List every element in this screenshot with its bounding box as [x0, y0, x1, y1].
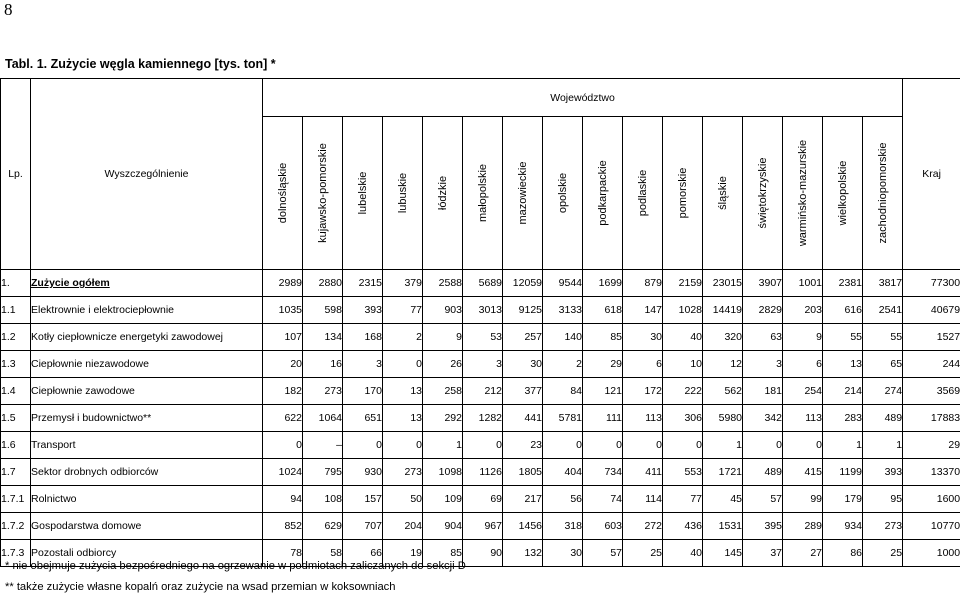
cell-value: 14419 [703, 297, 743, 324]
cell-value: 415 [783, 459, 823, 486]
cell-value: 23015 [703, 270, 743, 297]
cell-value: 86 [823, 540, 863, 567]
header-voivodeship-label: dolnośląskie [276, 162, 289, 224]
table-row [1, 324, 960, 351]
coal-consumption-table [0, 78, 960, 567]
header-voivodeship [303, 117, 343, 270]
cell-value: 0 [383, 351, 423, 378]
header-voivodeship-label: łódzkie [436, 175, 449, 211]
cell-value: 53 [463, 324, 503, 351]
cell-value: 273 [863, 513, 903, 540]
table-row [1, 459, 960, 486]
cell-value: 16 [303, 351, 343, 378]
cell-value: 1035 [263, 297, 303, 324]
cell-value: 20 [263, 351, 303, 378]
cell-kraj-total: 1000 [903, 540, 960, 567]
cell-value: 40 [663, 324, 703, 351]
cell-value: 0 [663, 432, 703, 459]
row-name: Przemysł i budownictwo** [31, 405, 263, 432]
cell-value: 111 [583, 405, 623, 432]
cell-value: 85 [423, 540, 463, 567]
cell-kraj-total: 1527 [903, 324, 960, 351]
cell-value: 95 [863, 486, 903, 513]
cell-value: 74 [583, 486, 623, 513]
header-voivodeship [623, 117, 663, 270]
cell-value: 55 [823, 324, 863, 351]
cell-value: 109 [423, 486, 463, 513]
header-voivodeship-label: zachodniopomorskie [876, 142, 889, 244]
cell-value: 25 [623, 540, 663, 567]
cell-value: 934 [823, 513, 863, 540]
cell-value: 1699 [583, 270, 623, 297]
row-name: Kotły ciepłownicze energetyki zawodowej [31, 324, 263, 351]
cell-value: 257 [503, 324, 543, 351]
header-voivodeship-label: lubuskie [396, 172, 409, 214]
header-voivodeship [783, 117, 823, 270]
header-voivodeship [343, 117, 383, 270]
cell-value: 1064 [303, 405, 343, 432]
cell-value: 272 [623, 513, 663, 540]
cell-kraj-total: 17883 [903, 405, 960, 432]
row-name: Transport [31, 432, 263, 459]
cell-value: – [303, 432, 343, 459]
header-wyszczegolnienie: Wyszczególnienie [31, 79, 263, 270]
cell-kraj-total: 29 [903, 432, 960, 459]
table-row [1, 297, 960, 324]
cell-value: 26 [423, 351, 463, 378]
cell-value: 258 [423, 378, 463, 405]
cell-value: 436 [663, 513, 703, 540]
cell-value: 0 [383, 432, 423, 459]
cell-value: 1456 [503, 513, 543, 540]
header-voivodeship-label: lubelskie [356, 171, 369, 215]
cell-value: 212 [463, 378, 503, 405]
cell-value: 147 [623, 297, 663, 324]
cell-value: 2159 [663, 270, 703, 297]
cell-value: 157 [343, 486, 383, 513]
cell-value: 289 [783, 513, 823, 540]
cell-value: 0 [583, 432, 623, 459]
cell-value: 1721 [703, 459, 743, 486]
cell-value: 23 [503, 432, 543, 459]
cell-kraj-total: 77300 [903, 270, 960, 297]
cell-value: 5689 [463, 270, 503, 297]
cell-value: 3 [343, 351, 383, 378]
cell-value: 395 [743, 513, 783, 540]
cell-value: 13 [383, 405, 423, 432]
cell-value: 618 [583, 297, 623, 324]
cell-value: 2880 [303, 270, 343, 297]
cell-value: 9 [783, 324, 823, 351]
cell-value: 19 [383, 540, 423, 567]
cell-value: 0 [343, 432, 383, 459]
cell-value: 3133 [543, 297, 583, 324]
header-voivodeship [423, 117, 463, 270]
cell-value: 879 [623, 270, 663, 297]
cell-value: 25 [863, 540, 903, 567]
cell-value: 598 [303, 297, 343, 324]
header-voivodeship [543, 117, 583, 270]
cell-value: 30 [623, 324, 663, 351]
row-name: Ciepłownie niezawodowe [31, 351, 263, 378]
cell-value: 616 [823, 297, 863, 324]
cell-value: 441 [503, 405, 543, 432]
cell-value: 90 [463, 540, 503, 567]
cell-value: 377 [503, 378, 543, 405]
cell-value: 318 [543, 513, 583, 540]
cell-value: 170 [343, 378, 383, 405]
header-voivodeship-label: wielkopolskie [836, 160, 849, 226]
cell-value: 852 [263, 513, 303, 540]
cell-value: 1098 [423, 459, 463, 486]
cell-value: 2588 [423, 270, 463, 297]
cell-value: 9 [423, 324, 463, 351]
cell-value: 134 [303, 324, 343, 351]
cell-value: 114 [623, 486, 663, 513]
cell-value: 283 [823, 405, 863, 432]
table-row [1, 351, 960, 378]
footnote-1: * nie obejmuje zużycia bezpośredniego na ogrzewanie w podmiotach zaliczanych do sekcji D [5, 560, 466, 572]
cell-value: 393 [343, 297, 383, 324]
header-voivodeship-label: śląskie [716, 176, 729, 210]
cell-value: 393 [863, 459, 903, 486]
header-kraj: Kraj [903, 79, 960, 270]
header-wojewodztwo: Województwo [263, 79, 903, 117]
cell-value: 734 [583, 459, 623, 486]
cell-value: 1 [863, 432, 903, 459]
cell-value: 204 [383, 513, 423, 540]
cell-value: 57 [583, 540, 623, 567]
page-number: 8 [4, 0, 13, 19]
cell-value: 0 [263, 432, 303, 459]
cell-value: 1028 [663, 297, 703, 324]
cell-value: 84 [543, 378, 583, 405]
cell-value: 9544 [543, 270, 583, 297]
header-voivodeship-label: opolskie [556, 172, 569, 214]
cell-value: 1199 [823, 459, 863, 486]
cell-value: 707 [343, 513, 383, 540]
header-voivodeship-label: małopolskie [476, 163, 489, 223]
row-name: Zużycie ogółem [31, 270, 263, 297]
cell-value: 1805 [503, 459, 543, 486]
cell-value: 2381 [823, 270, 863, 297]
cell-value: 6 [623, 351, 663, 378]
row-name: Rolnictwo [31, 486, 263, 513]
row-name: Elektrownie i elektrociepłownie [31, 297, 263, 324]
cell-value: 172 [623, 378, 663, 405]
cell-value: 30 [543, 540, 583, 567]
table-row [1, 486, 960, 513]
cell-value: 222 [663, 378, 703, 405]
cell-value: 2 [543, 351, 583, 378]
row-lp: 1.1 [1, 297, 31, 324]
cell-kraj-total: 40679 [903, 297, 960, 324]
cell-value: 0 [463, 432, 503, 459]
cell-value: 2989 [263, 270, 303, 297]
table-row [1, 513, 960, 540]
table-row [1, 378, 960, 405]
cell-value: 0 [543, 432, 583, 459]
row-lp: 1.5 [1, 405, 31, 432]
cell-kraj-total: 10770 [903, 513, 960, 540]
cell-value: 1 [423, 432, 463, 459]
cell-value: 2541 [863, 297, 903, 324]
cell-value: 77 [383, 297, 423, 324]
cell-value: 292 [423, 405, 463, 432]
cell-value: 132 [503, 540, 543, 567]
cell-value: 5781 [543, 405, 583, 432]
cell-value: 2315 [343, 270, 383, 297]
cell-value: 145 [703, 540, 743, 567]
header-voivodeship-label: kujawsko-pomorskie [316, 143, 329, 243]
header-voivodeship-label: warmińsko-mazurskie [796, 139, 809, 247]
cell-value: 66 [343, 540, 383, 567]
cell-value: 651 [343, 405, 383, 432]
table-row [1, 432, 960, 459]
cell-value: 113 [623, 405, 663, 432]
cell-value: 99 [783, 486, 823, 513]
cell-value: 63 [743, 324, 783, 351]
cell-value: 553 [663, 459, 703, 486]
cell-value: 0 [783, 432, 823, 459]
cell-value: 107 [263, 324, 303, 351]
header-voivodeship [383, 117, 423, 270]
cell-kraj-total: 3569 [903, 378, 960, 405]
cell-value: 3 [463, 351, 503, 378]
cell-value: 179 [823, 486, 863, 513]
cell-value: 254 [783, 378, 823, 405]
cell-value: 3817 [863, 270, 903, 297]
cell-value: 108 [303, 486, 343, 513]
cell-kraj-total: 13370 [903, 459, 960, 486]
row-lp: 1.3 [1, 351, 31, 378]
footnote-2: ** także zużycie własne kopalń oraz zużycie na wsad przemian w koksowniach [5, 581, 396, 593]
cell-value: 65 [863, 351, 903, 378]
cell-value: 0 [743, 432, 783, 459]
header-voivodeship [663, 117, 703, 270]
cell-value: 121 [583, 378, 623, 405]
header-voivodeship [263, 117, 303, 270]
table-row [1, 270, 960, 297]
cell-value: 930 [343, 459, 383, 486]
cell-value: 168 [343, 324, 383, 351]
cell-value: 1282 [463, 405, 503, 432]
cell-value: 3013 [463, 297, 503, 324]
cell-value: 967 [463, 513, 503, 540]
cell-value: 2 [383, 324, 423, 351]
cell-value: 50 [383, 486, 423, 513]
row-name: Sektor drobnych odbiorców [31, 459, 263, 486]
row-name: Ciepłownie zawodowe [31, 378, 263, 405]
header-voivodeship [863, 117, 903, 270]
cell-value: 1001 [783, 270, 823, 297]
cell-value: 562 [703, 378, 743, 405]
row-lp: 1.6 [1, 432, 31, 459]
cell-value: 795 [303, 459, 343, 486]
cell-value: 489 [743, 459, 783, 486]
row-lp: 1.7.1 [1, 486, 31, 513]
cell-value: 217 [503, 486, 543, 513]
cell-value: 10 [663, 351, 703, 378]
header-voivodeship [743, 117, 783, 270]
row-lp: 1.2 [1, 324, 31, 351]
cell-value: 58 [303, 540, 343, 567]
header-voivodeship [463, 117, 503, 270]
row-lp: 1.4 [1, 378, 31, 405]
cell-value: 78 [263, 540, 303, 567]
cell-value: 182 [263, 378, 303, 405]
cell-value: 1 [823, 432, 863, 459]
cell-value: 342 [743, 405, 783, 432]
table-title: Tabl. 1. Zużycie węgla kamiennego [tys. ton] * [5, 57, 276, 71]
cell-value: 13 [823, 351, 863, 378]
header-voivodeship-label: podkarpackie [596, 160, 609, 226]
cell-value: 55 [863, 324, 903, 351]
cell-value: 622 [263, 405, 303, 432]
cell-value: 140 [543, 324, 583, 351]
row-lp: 1.7.3 [1, 540, 31, 567]
row-lp: 1. [1, 270, 31, 297]
cell-value: 181 [743, 378, 783, 405]
cell-value: 30 [503, 351, 543, 378]
cell-kraj-total: 244 [903, 351, 960, 378]
cell-value: 3907 [743, 270, 783, 297]
cell-value: 273 [303, 378, 343, 405]
table-row [1, 405, 960, 432]
cell-value: 1126 [463, 459, 503, 486]
cell-value: 40 [663, 540, 703, 567]
cell-value: 404 [543, 459, 583, 486]
cell-value: 9125 [503, 297, 543, 324]
header-voivodeship-label: pomorskie [676, 167, 689, 219]
cell-value: 37 [743, 540, 783, 567]
cell-value: 94 [263, 486, 303, 513]
cell-kraj-total: 1600 [903, 486, 960, 513]
cell-value: 629 [303, 513, 343, 540]
cell-value: 603 [583, 513, 623, 540]
header-voivodeship-label: świętokrzyskie [756, 157, 769, 229]
cell-value: 57 [743, 486, 783, 513]
cell-value: 274 [863, 378, 903, 405]
cell-value: 69 [463, 486, 503, 513]
header-voivodeship [583, 117, 623, 270]
cell-value: 13 [383, 378, 423, 405]
cell-value: 1024 [263, 459, 303, 486]
header-voivodeship [823, 117, 863, 270]
cell-value: 6 [783, 351, 823, 378]
cell-value: 306 [663, 405, 703, 432]
header-voivodeship-label: podlaskie [636, 169, 649, 217]
cell-value: 0 [623, 432, 663, 459]
cell-value: 489 [863, 405, 903, 432]
cell-value: 56 [543, 486, 583, 513]
cell-value: 411 [623, 459, 663, 486]
cell-value: 379 [383, 270, 423, 297]
header-voivodeship [703, 117, 743, 270]
cell-value: 27 [783, 540, 823, 567]
cell-value: 77 [663, 486, 703, 513]
row-name: Pozostali odbiorcy [31, 540, 263, 567]
cell-value: 1 [703, 432, 743, 459]
cell-value: 12059 [503, 270, 543, 297]
row-lp: 1.7 [1, 459, 31, 486]
header-voivodeship [503, 117, 543, 270]
cell-value: 3 [743, 351, 783, 378]
cell-value: 113 [783, 405, 823, 432]
cell-value: 273 [383, 459, 423, 486]
cell-value: 5980 [703, 405, 743, 432]
cell-value: 85 [583, 324, 623, 351]
cell-value: 904 [423, 513, 463, 540]
cell-value: 29 [583, 351, 623, 378]
row-name: Gospodarstwa domowe [31, 513, 263, 540]
cell-value: 12 [703, 351, 743, 378]
cell-value: 2829 [743, 297, 783, 324]
header-lp: Lp. [1, 79, 31, 270]
cell-value: 903 [423, 297, 463, 324]
cell-value: 203 [783, 297, 823, 324]
cell-value: 45 [703, 486, 743, 513]
cell-value: 320 [703, 324, 743, 351]
header-voivodeship-label: mazowieckie [516, 161, 529, 225]
row-lp: 1.7.2 [1, 513, 31, 540]
cell-value: 214 [823, 378, 863, 405]
cell-value: 1531 [703, 513, 743, 540]
